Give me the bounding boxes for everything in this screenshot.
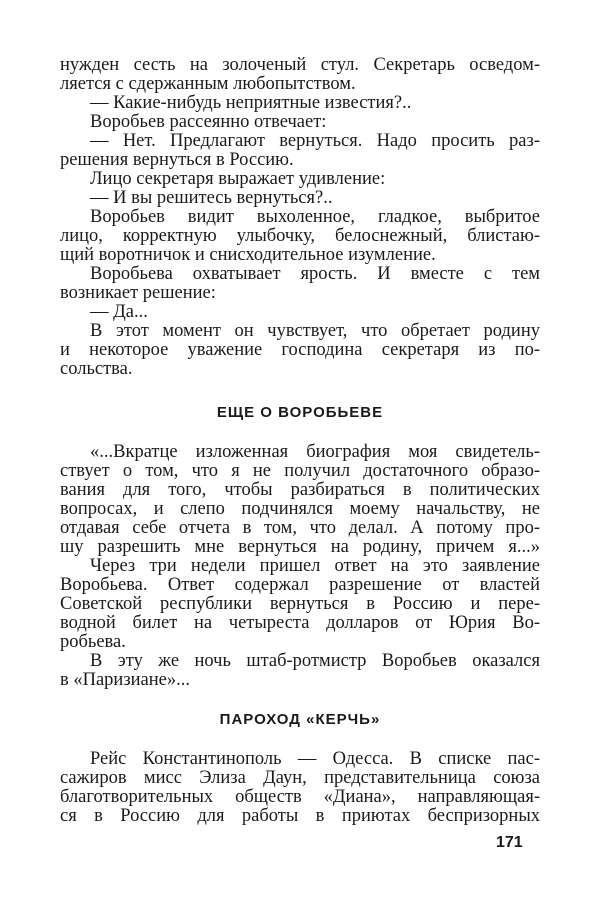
- text-line: Воробьев рассеянно отвечает:: [90, 112, 327, 132]
- text-line: ляется с сдержанным любопытством.: [60, 74, 356, 94]
- text-line: Воробьев видит выхоленное, гладкое, выбритое: [90, 207, 540, 227]
- text-line: — Нет. Предлагают вернуться. Надо просить раз-: [90, 131, 540, 151]
- text-block-2: [60, 443, 540, 690]
- text-line: ствует о том, что я не получил достаточного образо-: [60, 461, 540, 481]
- section-heading: ЕЩЕ О ВОРОБЬЕВЕ: [216, 404, 384, 421]
- text-line: Лицо секретаря выражает удивление:: [90, 169, 386, 189]
- text-line: В этот момент он чувствует, что обретает родину: [90, 321, 540, 341]
- text-line: Рейс Константинополь — Одесса. В списке пас-: [90, 749, 540, 769]
- text-line: вопросах, и слепо подчинялся моему начальству, не: [60, 499, 540, 519]
- text-line: робьева.: [60, 632, 126, 652]
- text-line: нужден сесть на золоченый стул. Секретарь осведом-: [60, 55, 540, 75]
- text-line: вания для того, чтобы разбираться в политических: [60, 480, 540, 500]
- text-line: шу разрешить мне вернуться на родину, причем я...»: [60, 537, 540, 557]
- text-line: щий воротничок и снисходительное изумление.: [60, 245, 436, 265]
- text-line: В эту же ночь штаб-ротмистр Воробьев оказался: [90, 651, 540, 671]
- text-block-1: [60, 56, 540, 379]
- text-line: сольства.: [60, 359, 133, 379]
- text-line: Через три недели пришел ответ на это заявление: [90, 556, 540, 576]
- text-line: ся в Россию для работы в приютах беспризорных: [60, 806, 540, 826]
- text-line: — Да...: [90, 302, 148, 322]
- text-line: отдавая себе отчета в том, что делал. А потому про-: [60, 518, 540, 538]
- text-line: благотворительных обществ «Диана», направляющая-: [60, 787, 540, 807]
- text-line: лицо, корректную улыбочку, белоснежный, блистаю-: [60, 226, 540, 246]
- section-heading: ПАРОХОД «КЕРЧЬ»: [219, 711, 381, 728]
- text-line: водной билет на четыреста долларов от Юрия Во-: [60, 613, 540, 633]
- text-line: — И вы решитесь вернуться?..: [90, 188, 333, 208]
- text-line: Советской республики вернуться в Россию и пере-: [60, 594, 540, 614]
- page-number: 171: [496, 834, 523, 851]
- text-line: — Какие-нибудь неприятные известия?..: [90, 93, 412, 113]
- text-line: в «Паризиане»...: [60, 670, 190, 690]
- text-line: «...Вкратце изложенная биография моя свидетель-: [90, 442, 540, 462]
- text-block-3: [60, 750, 540, 826]
- text-line: и некоторое уважение господина секретаря из по-: [60, 340, 540, 360]
- text-line: Воробьева охватывает ярость. И вместе с тем: [90, 264, 540, 284]
- text-line: возникает решение:: [60, 283, 216, 303]
- text-line: решения вернуться в Россию.: [60, 150, 294, 170]
- text-line: сажиров мисс Элиза Даун, представительница союза: [60, 768, 540, 788]
- text-line: Воробьева. Ответ содержал разрешение от властей: [60, 575, 540, 595]
